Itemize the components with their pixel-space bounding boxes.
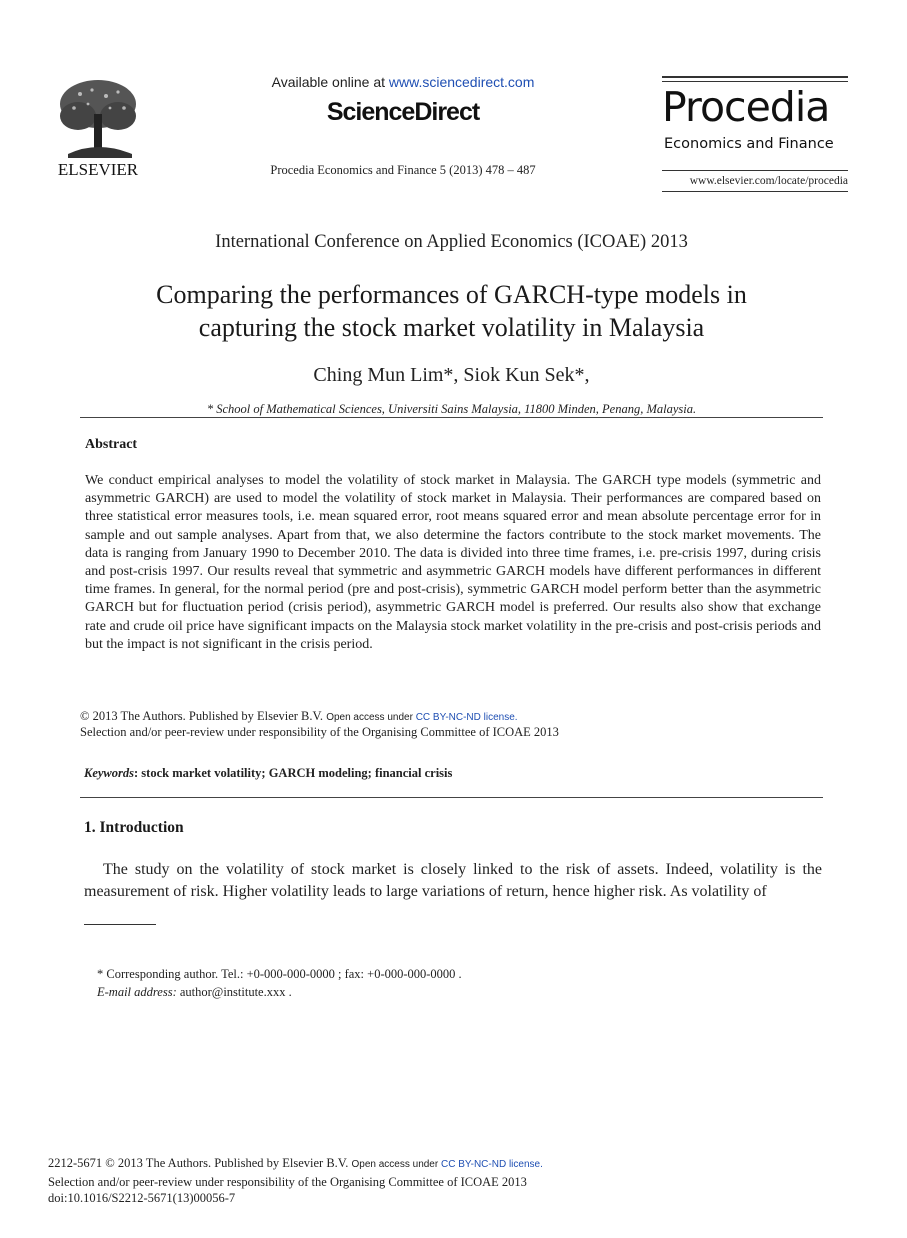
footnote-email (97, 985, 292, 1000)
procedia-divider (662, 81, 848, 82)
availability-line (230, 74, 576, 90)
procedia-divider (662, 191, 848, 192)
paper-title-line: capturing the stock market volatility in Malaysia (198, 313, 705, 342)
availability-prefix: Available online at (271, 74, 389, 90)
affiliation: * School of Mathematical Sciences, Universiti Sains Malaysia, 11800 Minden, Penang, Malaysia. (206, 402, 697, 416)
introduction-body: The study on the volatility of stock market is closely linked to the risk of assets. Indeed, volatility is the measurement of risk. Higher volatility leads to large variations of return, hence higher risk. As volatility of (84, 861, 822, 900)
copyright-notice (80, 709, 518, 724)
keywords-label: Keywords (84, 766, 134, 780)
sciencedirect-logo: ScienceDirect (326, 98, 480, 126)
procedia-divider (662, 76, 848, 78)
elsevier-logo (48, 74, 148, 180)
paper-title-line: Comparing the performances of GARCH-type models in (156, 280, 747, 309)
peer-review-statement: Selection and/or peer-review under responsibility of the Organising Committee of ICOAE 2013 (80, 725, 559, 739)
procedia-logo-title: Procedia (662, 83, 830, 131)
footer-license-link[interactable]: CC BY-NC-ND license. (440, 1159, 543, 1170)
abstract-body: We conduct empirical analyses to model the volatility of stock market in Malaysia. The GARCH type models (symmetric and asymmetric GARCH) are used to model the volatility of stock market in Malaysia. Their performances are compared based on three statistical error measures tools, i.e. mean squared error, root means squared error and mean absolute percentage error for in sample and out sample analyses. Apart from that, we also determine the factors contribute to the stock market movements. The data is ranging from January 1990 to December 2010. The data is divided into three time frames, i.e. pre-crisis 1997, during crisis and post-crisis 1997. Our results reveal that symmetric and asymmetric GARCH models have different performances in different time frames. In general, for the normal period (pre and post-crisis), symmetric GARCH model perform better than the asymmetric GARCH but for fluctuation period (crisis period), asymmetric GARCH model is preferred. Our results also show that exchange rate and crude oil price have significant impacts on the Malaysia stock market volatility in the pre-crisis and post-crisis periods and but the impact is not significant in the crisis period. (85, 473, 821, 652)
abstract-heading: Abstract (85, 437, 138, 452)
footer-doi: doi:10.1016/S2212-5671(13)00056-7 (48, 1191, 236, 1205)
elsevier-wordmark: ELSEVIER (57, 160, 139, 179)
elsevier-tree-icon (48, 74, 148, 180)
sciencedirect-link[interactable]: www.sciencedirect.com (388, 74, 535, 90)
footer-issn-text: 2212-5671 © 2013 The Authors. Published by Elsevier B.V. (48, 1156, 352, 1170)
journal-reference: Procedia Economics and Finance 5 (2013) 478 – 487 (270, 163, 536, 177)
section-heading-introduction: 1. Introduction (84, 819, 184, 836)
license-link[interactable]: CC BY-NC-ND license. (415, 712, 518, 723)
author-list: Ching Mun Lim*, Siok Kun Sek*, (313, 364, 590, 386)
page-footer (48, 1155, 543, 1207)
procedia-logo-subtitle: Economics and Finance (664, 136, 834, 152)
conference-name: International Conference on Applied Economics (ICOAE) 2013 (215, 232, 688, 252)
copyright-text: © 2013 The Authors. Published by Elsevier B.V. (80, 709, 327, 723)
paper-title (100, 278, 803, 344)
open-access-label: Open access under (326, 712, 416, 723)
procedia-divider (662, 170, 848, 171)
keywords-value: : stock market volatility; GARCH modeling; financial crisis (134, 766, 453, 780)
email-label: E-mail address: (97, 985, 177, 999)
email-value: author@institute.xxx . (176, 985, 292, 999)
footnote-divider (84, 924, 156, 925)
procedia-url-link[interactable]: www.elsevier.com/locate/procedia (689, 175, 848, 187)
footnote-corresponding-author: * Corresponding author. Tel.: +0-000-000-0000 ; fax: +0-000-000-0000 . (97, 967, 462, 981)
footer-open-access-label: Open access under (351, 1159, 441, 1170)
keywords (84, 766, 452, 781)
footer-copyright (48, 1155, 543, 1174)
abstract-divider (80, 797, 823, 798)
header-divider (80, 417, 823, 418)
footer-peer-review: Selection and/or peer-review under responsibility of the Organising Committee of ICOAE 2013 (48, 1174, 527, 1189)
